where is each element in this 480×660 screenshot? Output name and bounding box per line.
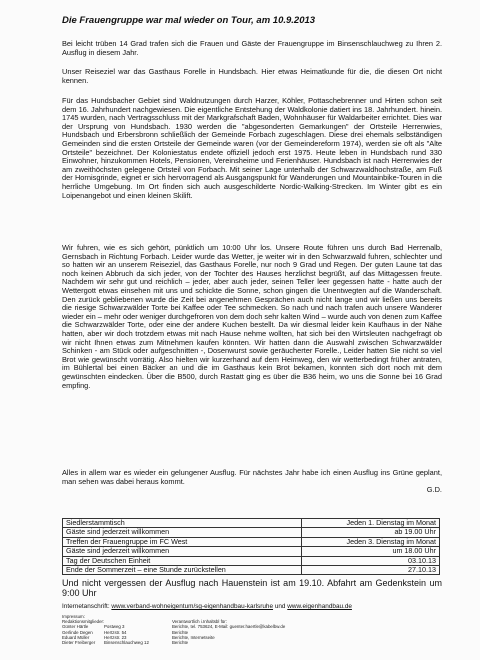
- imprint-names: [62, 614, 104, 645]
- imprint-line: Gerlinde Degen: [62, 629, 93, 635]
- imprint-line: Hertzstr. 54: [104, 629, 127, 635]
- paragraph-trip-report: Wir fuhren, wie es sich gehört, pünktlich um 10:00 Uhr los. Unsere Route führen uns durch Bad Herrenalb, Gernsbach in Richtung Forbach. Leider wurde das Wetter, je weiter wir in den Schwarzwald fuhren, schlechter und so hatten wir an unserem Reiseziel, das Gasthaus Forelle, nur noch 9 Grad und Regen. Der guten Laune tat das noch keinen Abbruch da sich jeder, von der Tochter des Hauses herzlichst begrüßt, auf das Mittagessen freute. Nachdem wir sehr gut und reichlich – jeder, aber auch jeder, seinen Teller leer gegessen hatte - hatte auch der Wettergott etwas einsehen mit uns und schickte die Sonne, schon gingen die Unentwegten auf die Wanderschaft. Den zurück gebliebenen wurde die Zeit bei angenehmen Gesprächen auch nicht lange und wir ließen uns bereits die riesige Schwarzwälder Torte bei Kaffee oder Tee schmecken. So nach und nach trafen auch unsere Wanderer wieder ein – mehr oder weniger durchgefroren von dem doch sehr kalten Wind – wurde auch von denen zum Kaffee die Schwarzwälder Torte, oder eine der andere Kuchen bestellt. Da wir diesmal leider kein Kaufhaus in der Nähe hatten, aber wir doch trotzdem etwas mit nach Hause nehme wollten, hat sich bei den Wirtsleuten nachgefragt ob wir nicht Ihnen etwas zum Mitnehmen kaufen könnten. Wir hatten dann die Auswahl zwischen Schwarzwälder Schinken - am Stück oder aufgeschnitten -, Dosenwurst sowie geräucherter Forelle., Leider hatten Sie nicht so viel Brot wie gewünscht vorrätig. Also hielten wir kurzerhand auf dem Heimweg, den wir wetterbedingt früher antraten, im Bühlertal bei einen Bäcker an und die im Gasthaus kein Brot bekamen, konnten sich dort noch mit dem gewünschten eindecken. Über die B500, durch Rastatt ging es über die B36 heim, wo uns die Sonne bei 16 Grad empfing.: [62, 243, 442, 390]
- paragraph-intro: Bei leicht trüben 14 Grad trafen sich die Frauen und Gäste der Frauengruppe im Binsenschlauchweg zu Ihren 2. Ausflug in diesem Jahr.: [62, 39, 442, 57]
- closing-text: Alles in allem war es wieder ein gelungener Ausflug. Für nächstes Jahr habe ich einen Ausflug ins Grüne geplant, man sehen was dabei heraus kommt.: [62, 468, 442, 486]
- event-name: Gäste sind jederzeit willkommen: [63, 528, 302, 537]
- imprint-addresses: [104, 614, 149, 645]
- reminder-text: Und nicht vergessen der Ausflug nach Hauenstein ist am 19.10. Abfahrt am Gedenkstein um 9:00 Uhr: [62, 578, 442, 598]
- event-name: Gäste sind jederzeit willkommen: [63, 547, 302, 556]
- article-title: Die Frauengruppe war mal wieder on Tour, am 10.9.2013: [62, 15, 316, 26]
- event-name: Treffen der Frauengruppe im FC West: [63, 537, 302, 546]
- paragraph-closing: [62, 469, 442, 495]
- internet-label: Internetanschrift:: [62, 603, 110, 610]
- imprint-line: Berichte, Internetseite: [172, 634, 215, 640]
- imprint-line: Günter Härtle: [62, 624, 89, 630]
- event-when: Jeden 3. Dienstag im Monat: [301, 537, 439, 546]
- imprint-line: Postweg 3: [104, 624, 125, 630]
- event-name: Ende der Sommerzeit – eine Stunde zurückstellen: [63, 566, 302, 575]
- paragraph-destination: Unser Reiseziel war das Gasthaus Forelle in Hundsbach. Hier etwas Heimatkunde für die, die diesen Ort nicht kennen.: [62, 67, 442, 85]
- event-when: um 18.00 Uhr: [301, 547, 439, 556]
- imprint-line: Dieter Freiberger: [62, 640, 96, 646]
- internet-address: [62, 603, 442, 611]
- imprint-line: Binsenschlauchweg 12: [104, 640, 149, 646]
- website-link-verband[interactable]: www.verband-wohneigentum/sg-eigenhandbau-karlsruhe: [111, 603, 274, 610]
- event-when: Jeden 1. Dienstag im Monat: [301, 519, 439, 528]
- signature: G.D.: [426, 485, 442, 495]
- internet-separator: und: [274, 603, 286, 610]
- imprint-line: Berichte: [172, 640, 189, 646]
- imprint-line: Berichte: [172, 629, 189, 635]
- event-name: Tag der Deutschen Einheit: [63, 556, 302, 565]
- paragraph-history: Für das Hundsbacher Gebiet sind Waldnutzungen durch Harzer, Köhler, Pottaschebrenner und Hirten schon seit dem 16. Jahrhundert nachgewiesen. Die eigentliche Entstehung der Waldkolonie datiert ins 18. Jahrhundert. hinein. 1745 wurden, nach Vertragsschluss mit der Markgrafschaft Baden, Wohnhäuser für Waldarbeiter errichtet. Dies war der Ursprung von Hundsbach. 1930 werden die "abgesonderten Gemarkungen" der Ortsteile Herrenwies, Hundsbach und Erbersbronn schließlich der Gemeinde Forbach zugeschlagen. Diese drei ehemals selbständigen Gemeinden sind die ersten Ortsteile der Gemeinde waren (vor der Gemeindereform 1974), werden sie oft als "Alte Ortsteile" bezeichnet. Der Koloniestatus endete offiziell jedoch erst 1975. Heute leben in Hundsbach rund 330 Einwohner, hinzukommen Hotels, Pensionen, Vereinsheime und Ferienhäuser. Hundsbach ist nach Herrenwies der am zweithöchsten gelegene Ortsteil von Forbach. Mit seiner Lage unterhalb der Schwarzwaldhochstraße, am Fuß der Hornisgrinde, eignet er sich hervorragend als Ausgangspunkt für Wanderungen und Mountainbike-Touren in die herrliche Umgebung. Im Ort finden sich auch ausgeschilderte Nordic-Walking-Strecken. Im Winter gibt es ein Loipenangebot und einen kleinen Skilift.: [62, 96, 442, 200]
- table-row: [63, 566, 440, 575]
- table-row: [63, 528, 440, 537]
- event-when: 27.10.13: [301, 566, 439, 575]
- imprint-line: Redaktionsmitglieder:: [62, 619, 105, 625]
- imprint-line: Verantwortlich i.Inhaltsbl für:: [172, 619, 227, 625]
- imprint-line: Eduard Müller: [62, 634, 90, 640]
- imprint-line: Berichte, tel. 753624, E-Mail: guenter.haertle@kabelbw.de: [172, 624, 286, 630]
- imprint-line: Impressum:: [62, 614, 85, 619]
- table-row: [63, 547, 440, 556]
- website-link-eigenhandbau[interactable]: www.eigenhandbau.de: [287, 603, 352, 610]
- imprint-line: Hertzstr. 23: [104, 634, 127, 640]
- event-name: Siedlerstammtisch: [63, 519, 302, 528]
- event-when: ab 19.00 Uhr: [301, 528, 439, 537]
- imprint-responsibilities: [172, 614, 285, 645]
- event-when: 03.10.13: [301, 556, 439, 565]
- events-table: [62, 518, 440, 575]
